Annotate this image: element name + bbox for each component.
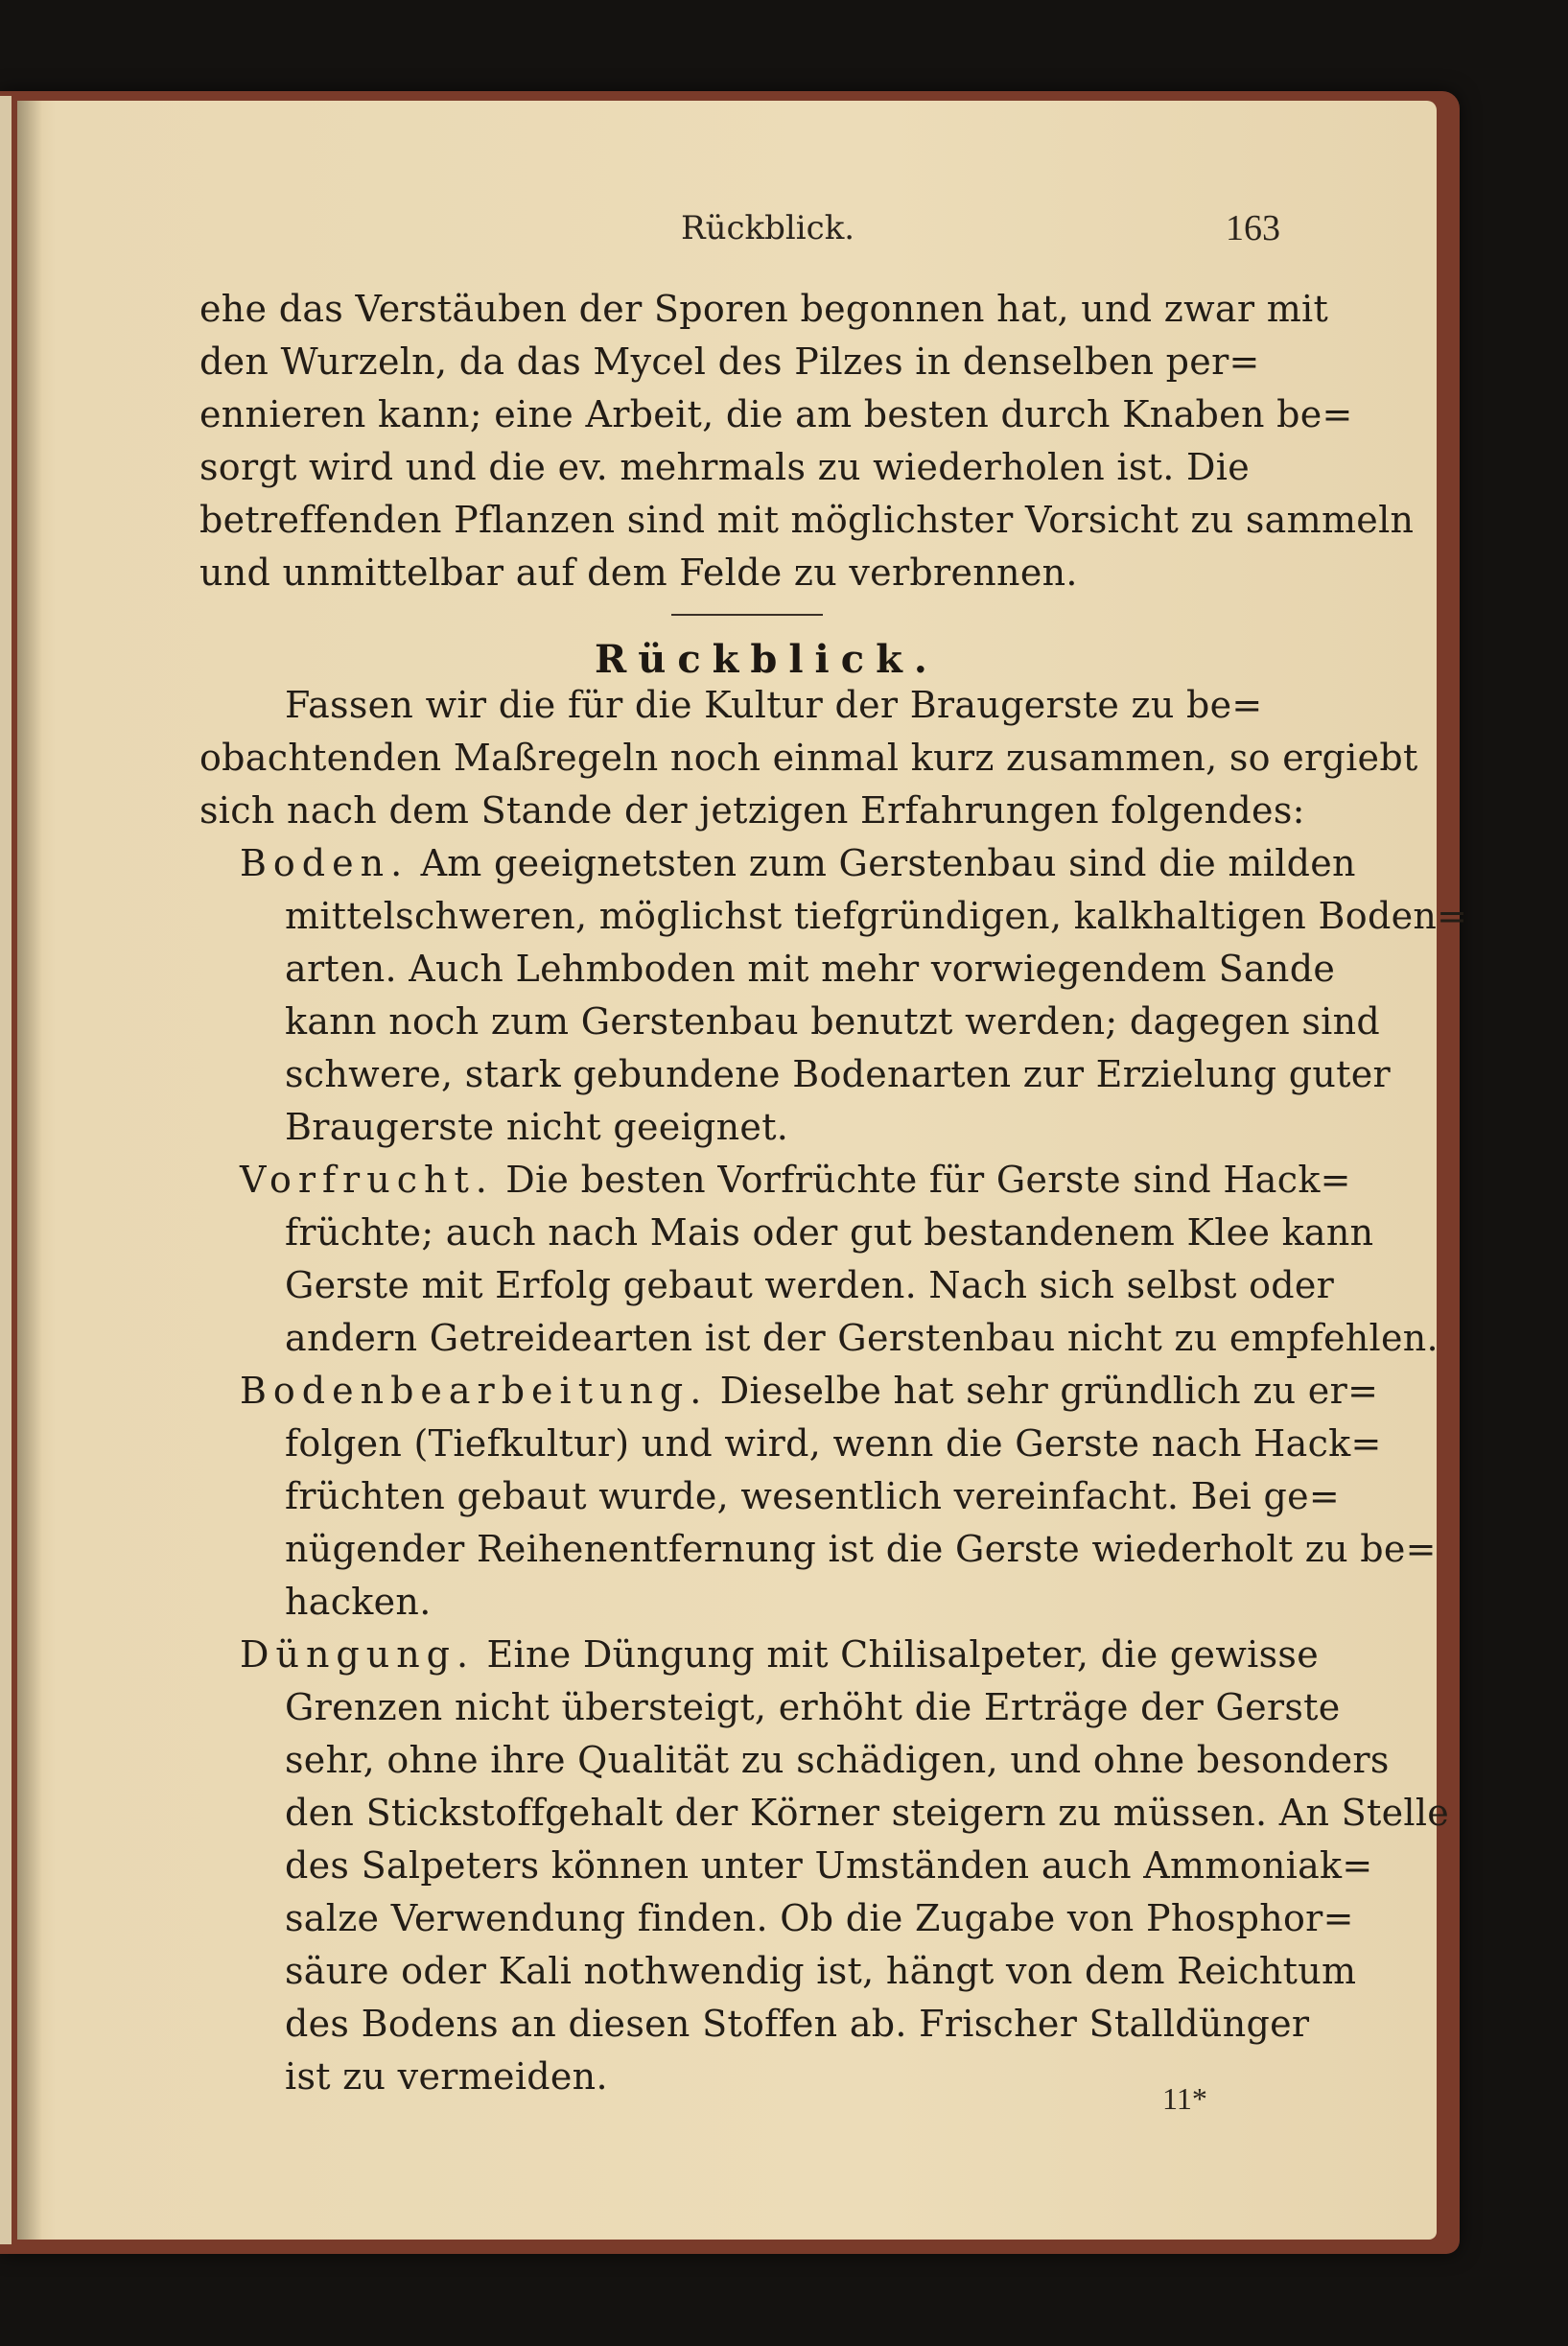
running-head: Rückblick. [681,209,855,247]
entry-line: kann noch zum Gerstenbau benutzt werden; dagegen sind [285,1000,1381,1043]
entry-line: früchten gebaut wurde, wesentlich vereinfacht. Bei ge= [285,1475,1341,1517]
entry-text: Die besten Vorfrüchte für Gerste sind Hack= [505,1159,1351,1201]
entry-line: den Stickstoffgehalt der Körner steigern zu müssen. An Stelle [285,1792,1450,1834]
page-number: 163 [1226,208,1280,248]
summary-line: obachtenden Maßregeln noch einmal kurz zusammen, so ergiebt [199,737,1418,779]
intro-line: ennieren kann; eine Arbeit, die am besten durch Knaben be= [199,393,1353,435]
intro-line: und unmittelbar auf dem Felde zu verbrennen. [199,551,1078,594]
entry-line: nügender Reihenentfernung ist die Gerste wiederholt zu be= [285,1528,1437,1570]
entry-line: mittelschweren, möglichst tiefgründigen, kalkhaltigen Boden= [285,895,1468,937]
intro-line: betreffenden Pflanzen sind mit möglichster Vorsicht zu sammeln [199,499,1415,541]
entry-text: Dieselbe hat sehr gründlich zu er= [719,1370,1379,1412]
entry-duengung-first-line [240,1633,1319,1676]
entry-line: andern Getreidearten ist der Gerstenbau nicht zu empfehlen. [285,1317,1439,1359]
entry-line: salze Verwendung finden. Ob die Zugabe von Phosphor= [285,1897,1354,1939]
entry-line: Grenzen nicht übersteigt, erhöht die Erträge der Gerste [285,1686,1341,1728]
entry-line: des Bodens an diesen Stoffen ab. Frischer Stalldünger [285,2003,1310,2045]
intro-line: sorgt wird und die ev. mehrmals zu wiederholen ist. Die [199,446,1251,488]
entry-boden-first-line [240,842,1356,884]
left-page-edge [0,96,12,2244]
summary-line: Fassen wir die für die Kultur der Braugerste zu be= [285,684,1263,726]
section-heading: Rückblick. [595,637,939,682]
signature-mark: 11* [1162,2081,1207,2116]
entry-bodenbearbeitung-first-line [240,1370,1378,1412]
entry-vorfrucht-first-line [240,1159,1351,1201]
entry-line: arten. Auch Lehmboden mit mehr vorwiegendem Sande [285,948,1336,990]
entry-line: säure oder Kali nothwendig ist, hängt von dem Reichtum [285,1950,1357,1992]
entry-line: Braugerste nicht geeignet. [285,1106,789,1148]
entry-text: Eine Düngung mit Chilisalpeter, die gewisse [486,1633,1320,1676]
entry-term: Bodenbearbeitung. [240,1370,709,1412]
entry-line: früchte; auch nach Mais oder gut bestandenem Klee kann [285,1211,1374,1254]
entry-line: Gerste mit Erfolg gebaut werden. Nach sich selbst oder [285,1264,1335,1306]
entry-term: Vorfrucht. [240,1159,494,1201]
intro-line: ehe das Verstäuben der Sporen begonnen hat, und zwar mit [199,288,1329,330]
entry-line: des Salpeters können unter Umständen auch Ammoniak= [285,1844,1373,1887]
page-gutter-shadow [17,101,42,2240]
entry-line: folgen (Tiefkultur) und wird, wenn die Gerste nach Hack= [285,1422,1382,1465]
entry-line: ist zu vermeiden. [285,2055,608,2098]
entry-term: Boden. [240,842,410,884]
entry-line: hacken. [285,1581,432,1623]
intro-line: den Wurzeln, da das Mycel des Pilzes in denselben per= [199,340,1260,383]
entry-term: Düngung. [240,1633,476,1676]
section-divider-rule [671,614,823,616]
summary-line: sich nach dem Stande der jetzigen Erfahrungen folgendes: [199,789,1305,832]
entry-line: sehr, ohne ihre Qualität zu schädigen, und ohne besonders [285,1739,1390,1781]
entry-line: schwere, stark gebundene Bodenarten zur Erzielung guter [285,1053,1391,1095]
entry-text: Am geeignetsten zum Gerstenbau sind die milden [420,842,1356,884]
